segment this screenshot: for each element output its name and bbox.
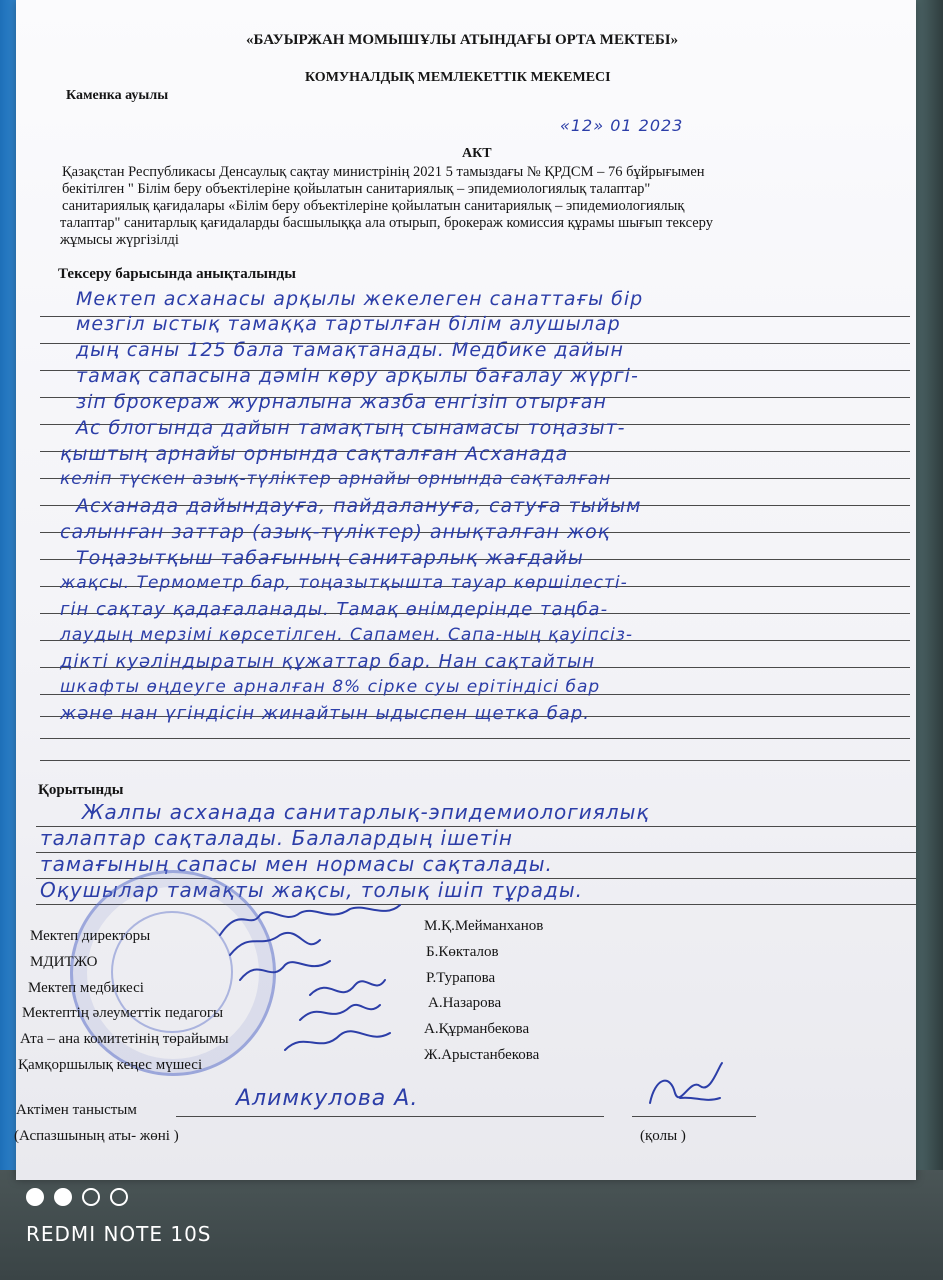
signatory-role: Ата – ана комитетінің төрайымы	[20, 1031, 229, 1047]
handwritten-signatures	[190, 895, 420, 1080]
cook-name-handwritten: Алимкулова А.	[236, 1086, 419, 1111]
handwritten-line: Оқушылар тамақты жақсы, толық ішіп тұрады.	[40, 878, 583, 902]
conclusion-heading: Қорытынды	[38, 782, 124, 798]
signatory-role: Қамқоршылық кеңес мүшесі	[18, 1057, 203, 1073]
signatory-name: А.Назарова	[428, 995, 502, 1011]
dot	[82, 1188, 100, 1206]
village-name: Каменка ауылы	[66, 88, 169, 103]
handwritten-line: шкафты өңдеуге арналған 8% сірке суы ерітіндісі бар	[60, 677, 601, 697]
handwritten-line: салынған заттар (азық-түліктер) анықталған жоқ	[60, 521, 611, 543]
handwritten-line: келіп түскен азық-түліктер арнайы орнында сақталған	[60, 469, 612, 489]
cook-signature	[640, 1058, 730, 1120]
document-title: АКТ	[462, 146, 492, 161]
signatory-role: Мектеп директоры	[30, 928, 151, 944]
ruled-line	[40, 738, 910, 739]
handwritten-line: зіп брокераж журналына жазба енгізіп отырған	[76, 391, 607, 413]
school-name-line1: «БАУЫРЖАН МОМЫШҰЛЫ АТЫНДАҒЫ ОРТА МЕКТЕБІ»	[246, 32, 679, 48]
handwritten-line: Тоңазытқыш табағының санитарлық жағдайы	[76, 547, 584, 569]
handwritten-line: Мектеп асханасы арқылы жекелеген санаттағы бір	[76, 288, 644, 310]
handwritten-line: тамағының сапасы мен нормасы сақталады.	[40, 852, 553, 876]
signatory-name: Б.Көкталов	[426, 944, 499, 960]
handwritten-line: Ас блогында дайын тамақтың сынамасы тоңазыт-	[76, 417, 626, 439]
signatory-name: Ж.Арыстанбекова	[424, 1047, 540, 1063]
handwritten-line: дікті куәліндыратын құжаттар бар. Нан сақтайтын	[60, 651, 596, 672]
intro-line: Қазақстан Республикасы Денсаулық сақтау министрінің 2021 5 тамыздағы № ҚРДСМ – 76 бұйрығымен	[62, 164, 705, 180]
handwritten-line: Асханада дайындауға, пайдалануға, сатуға тыйым	[76, 495, 642, 517]
signatory-role: МДИТЖО	[30, 954, 98, 970]
handwritten-line: қыштың арнайы орнында сақталған Асханада	[60, 443, 569, 465]
acknowledgement-label: Актімен таныстым	[16, 1102, 137, 1118]
ruled-line	[40, 760, 910, 761]
dot	[26, 1188, 44, 1206]
intro-line: талаптар" санитарлық қағидаларды басшылыққа ала отырып, брокераж комиссия құрамы шығып тексеру	[60, 215, 713, 231]
signatory-role: Мектептің әлеуметтік педагогы	[22, 1005, 224, 1021]
findings-heading: Тексеру барысында анықталынды	[58, 266, 296, 282]
camera-dots-icon	[26, 1188, 128, 1206]
handwritten-line: тамақ сапасына дәмін көру арқылы бағалау жүргі-	[76, 365, 639, 387]
camera-watermark: REDMI NOTE 10S	[26, 1222, 212, 1246]
handwritten-line: гін сақтау қадағаланады. Тамақ өнімдерінде таңба-	[60, 599, 609, 620]
signature-caption: (қолы )	[640, 1128, 686, 1144]
cook-name-caption: (Аспазшының аты- жөні )	[14, 1128, 179, 1144]
handwritten-line: және нан үгіндісін жинайтын ыдыспен щетка бар.	[60, 703, 590, 724]
handwritten-line: талаптар сақталады. Балалардың ішетін	[40, 826, 513, 850]
signatory-role: Мектеп медбикесі	[28, 980, 144, 996]
signatory-name: Р.Турапова	[426, 970, 496, 986]
handwritten-line: мезгіл ыстық тамаққа тартылған білім алушылар	[76, 313, 621, 335]
intro-line: бекітілген " Білім беру объектілеріне қойылатын санитариялық – эпидемиологиялық талаптар"	[62, 181, 651, 197]
signatory-name: А.Құрманбекова	[424, 1021, 530, 1037]
intro-line: жұмысы жүргізілді	[60, 232, 179, 248]
ack-name-line	[176, 1116, 604, 1117]
handwritten-line: лаудың мерзімі көрсетілген. Сапамен. Сапа-ның қауіпсіз-	[60, 625, 633, 645]
school-name-line2: КОМУНАЛДЫҚ МЕМЛЕКЕТТІК МЕКЕМЕСІ	[305, 70, 611, 85]
act-date: «12» 01 2023	[560, 116, 684, 135]
dot	[54, 1188, 72, 1206]
handwritten-line: дың саны 125 бала тамақтанады. Медбике дайын	[76, 339, 624, 361]
signatory-name: М.Қ.Мейманханов	[424, 918, 544, 934]
intro-line: санитариялық қағидалары «Білім беру объектілеріне қойылатын санитариялық – эпидемиологиялық	[62, 198, 685, 214]
handwritten-line: жақсы. Термометр бар, тоңазытқышта тауар көршілесті-	[60, 573, 628, 593]
handwritten-line: Жалпы асханада санитарлық-эпидемиологиялық	[82, 800, 650, 824]
dot	[110, 1188, 128, 1206]
